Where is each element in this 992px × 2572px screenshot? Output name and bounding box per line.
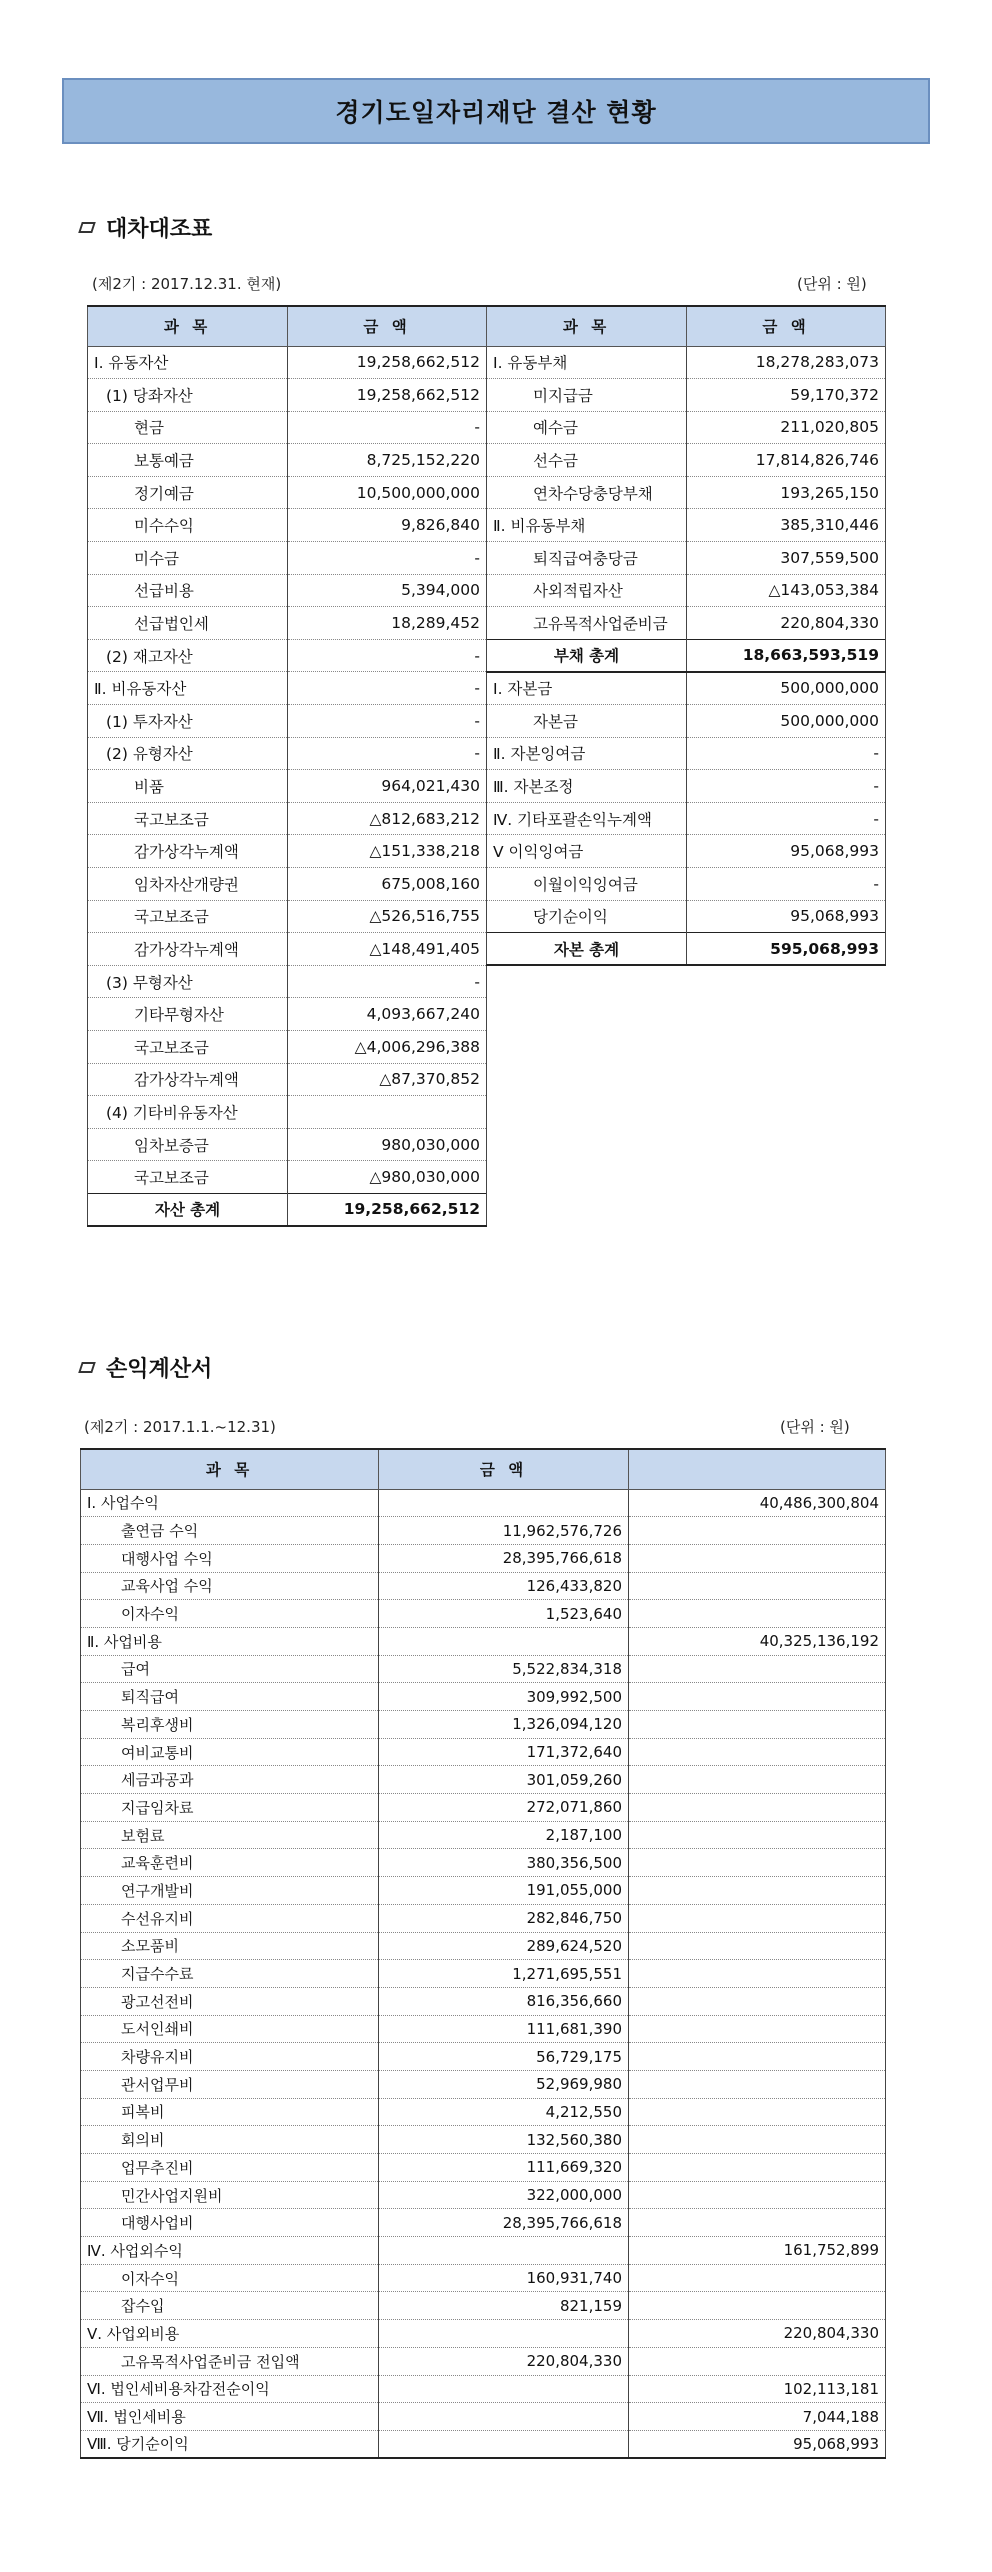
col-header-amount: 금 액 <box>687 306 886 346</box>
income-statement-row <box>81 2347 886 2375</box>
income-amount-detail-cell: 126,433,820 <box>379 1572 629 1600</box>
liability-amount-cell: - <box>687 868 886 901</box>
income-amount-total-cell <box>629 2209 886 2237</box>
asset-amount-cell: - <box>288 542 487 575</box>
balance-sheet-row <box>88 965 886 998</box>
income-subject-cell: 복리후생비 <box>81 1711 379 1739</box>
income-amount-detail-cell: 160,931,740 <box>379 2264 629 2292</box>
income-amount-total-cell <box>629 1711 886 1739</box>
liability-subject-cell: 고유목적사업준비금 <box>487 607 687 640</box>
balance-sheet-row <box>88 1161 886 1194</box>
income-statement-row <box>81 1738 886 1766</box>
asset-subject-cell: 비품 <box>88 770 288 803</box>
income-amount-total-cell <box>629 1877 886 1905</box>
asset-total-label: 자산 총계 <box>88 1193 288 1226</box>
empty-cell <box>687 965 886 998</box>
income-statement-row <box>81 2264 886 2292</box>
asset-amount-cell: - <box>288 672 487 705</box>
balance-sheet-row <box>88 639 886 672</box>
income-subject-cell: 잡수입 <box>81 2292 379 2320</box>
asset-subject-cell: Ⅰ. 유동자산 <box>88 346 288 379</box>
balance-sheet-row <box>88 770 886 803</box>
balance-sheet-row <box>88 705 886 738</box>
asset-amount-cell: 19,258,662,512 <box>288 379 487 412</box>
income-amount-total-cell <box>629 1904 886 1932</box>
asset-subject-cell: 현금 <box>88 411 288 444</box>
empty-cell <box>487 1161 687 1194</box>
income-amount-detail-cell: 220,804,330 <box>379 2347 629 2375</box>
income-statement-row <box>81 1600 886 1628</box>
asset-amount-cell: 675,008,160 <box>288 868 487 901</box>
asset-subject-cell: 미수금 <box>88 542 288 575</box>
asset-amount-cell: 9,826,840 <box>288 509 487 542</box>
income-statement-row <box>81 2430 886 2458</box>
income-amount-total-cell <box>629 2264 886 2292</box>
income-subject-cell: 세금과공과 <box>81 1766 379 1794</box>
liability-subject-cell: 퇴직급여충당금 <box>487 542 687 575</box>
balance-sheet-row <box>88 802 886 835</box>
balance-sheet-title: 대차대조표 <box>106 217 213 242</box>
balance-sheet-row <box>88 998 886 1031</box>
income-statement-row <box>81 1683 886 1711</box>
income-amount-detail-cell: 1,326,094,120 <box>379 1711 629 1739</box>
income-statement-row <box>81 1627 886 1655</box>
asset-subject-cell: 국고보조금 <box>88 802 288 835</box>
asset-amount-cell: - <box>288 737 487 770</box>
income-subject-cell: Ⅱ. 사업비용 <box>81 1627 379 1655</box>
income-amount-total-cell <box>629 1655 886 1683</box>
col-header-subject: 과 목 <box>81 1449 379 1489</box>
balance-sheet-row <box>88 379 886 412</box>
square-bullet-icon <box>78 222 96 233</box>
income-amount-total-cell: 102,113,181 <box>629 2375 886 2403</box>
asset-amount-cell: 964,021,430 <box>288 770 487 803</box>
income-amount-detail-cell: 322,000,000 <box>379 2181 629 2209</box>
asset-total-amount: 19,258,662,512 <box>288 1193 487 1226</box>
liability-amount-cell: 59,170,372 <box>687 379 886 412</box>
income-statement-header-row <box>81 1449 886 1489</box>
income-amount-detail-cell: 171,372,640 <box>379 1738 629 1766</box>
income-subject-cell: 여비교통비 <box>81 1738 379 1766</box>
income-subject-cell: 회의비 <box>81 2126 379 2154</box>
asset-amount-cell: 8,725,152,220 <box>288 444 487 477</box>
income-amount-total-cell <box>629 1600 886 1628</box>
income-subject-cell: 교육훈련비 <box>81 1849 379 1877</box>
empty-cell <box>687 1161 886 1194</box>
liability-amount-cell: 17,814,826,746 <box>687 444 886 477</box>
liability-subject-cell: Ⅰ. 유동부채 <box>487 346 687 379</box>
income-amount-detail-cell: 28,395,766,618 <box>379 2209 629 2237</box>
liability-amount-cell: 385,310,446 <box>687 509 886 542</box>
empty-cell <box>487 1128 687 1161</box>
income-statement-row <box>81 1794 886 1822</box>
income-amount-total-cell <box>629 2015 886 2043</box>
income-subject-cell: 교육사업 수익 <box>81 1572 379 1600</box>
income-statement-row <box>81 2209 886 2237</box>
asset-subject-cell: 보통예금 <box>88 444 288 477</box>
balance-sheet-header-row <box>88 306 886 346</box>
income-amount-detail-cell: 111,669,320 <box>379 2154 629 2182</box>
income-amount-detail-cell: 282,846,750 <box>379 1904 629 1932</box>
income-amount-total-cell <box>629 2347 886 2375</box>
income-amount-detail-cell: 380,356,500 <box>379 1849 629 1877</box>
balance-sheet-row <box>88 868 886 901</box>
income-amount-detail-cell: 821,159 <box>379 2292 629 2320</box>
liability-subject-cell: 사외적립자산 <box>487 574 687 607</box>
balance-sheet-row <box>88 542 886 575</box>
income-amount-total-cell <box>629 1987 886 2015</box>
income-amount-detail-cell <box>379 1489 629 1517</box>
asset-subject-cell: 감가상각누계액 <box>88 1063 288 1096</box>
balance-sheet-row <box>88 444 886 477</box>
asset-subject-cell: 국고보조금 <box>88 900 288 933</box>
liability-amount-cell: 211,020,805 <box>687 411 886 444</box>
income-subject-cell: 연구개발비 <box>81 1877 379 1905</box>
income-subject-cell: 보험료 <box>81 1821 379 1849</box>
income-statement-row <box>81 1821 886 1849</box>
income-amount-detail-cell: 816,356,660 <box>379 1987 629 2015</box>
income-amount-detail-cell: 52,969,980 <box>379 2070 629 2098</box>
balance-sheet-row <box>88 900 886 933</box>
income-amount-total-cell <box>629 1821 886 1849</box>
balance-sheet-row <box>88 672 886 705</box>
square-bullet-icon <box>78 1362 96 1373</box>
balance-sheet-row <box>88 476 886 509</box>
liability-amount-cell: 220,804,330 <box>687 607 886 640</box>
asset-amount-cell: 980,030,000 <box>288 1128 487 1161</box>
liability-amount-cell: 500,000,000 <box>687 705 886 738</box>
income-statement-row <box>81 2154 886 2182</box>
income-amount-detail-cell <box>379 2375 629 2403</box>
income-subject-cell: 차량유지비 <box>81 2043 379 2071</box>
asset-subject-cell: (2) 재고자산 <box>88 639 288 672</box>
income-statement-row <box>81 1517 886 1545</box>
income-subject-cell: 이자수익 <box>81 1600 379 1628</box>
asset-subject-cell: (4) 기타비유동자산 <box>88 1096 288 1129</box>
empty-cell <box>487 1096 687 1129</box>
income-amount-detail-cell: 5,522,834,318 <box>379 1655 629 1683</box>
asset-subject-cell: (2) 유형자산 <box>88 737 288 770</box>
income-amount-total-cell <box>629 1572 886 1600</box>
income-amount-total-cell <box>629 2070 886 2098</box>
liability-amount-cell: - <box>687 770 886 803</box>
income-subject-cell: 관서업무비 <box>81 2070 379 2098</box>
income-statement-row <box>81 2403 886 2431</box>
liability-amount-cell: 307,559,500 <box>687 542 886 575</box>
income-amount-total-cell <box>629 1849 886 1877</box>
income-statement-row <box>81 1711 886 1739</box>
asset-subject-cell: (1) 투자자산 <box>88 705 288 738</box>
liability-subject-cell: Ⅰ. 자본금 <box>487 672 687 705</box>
empty-cell <box>687 1096 886 1129</box>
empty-cell <box>687 1193 886 1226</box>
balance-sheet-row <box>88 835 886 868</box>
asset-subject-cell: 선급비용 <box>88 574 288 607</box>
asset-amount-cell: 10,500,000,000 <box>288 476 487 509</box>
balance-sheet-unit: (단위 : 원) <box>797 275 867 293</box>
asset-subject-cell: 감가상각누계액 <box>88 933 288 966</box>
liability-amount-cell: 18,278,283,073 <box>687 346 886 379</box>
empty-cell <box>687 998 886 1031</box>
income-amount-detail-cell: 2,187,100 <box>379 1821 629 1849</box>
liability-subject-cell: 당기순이익 <box>487 900 687 933</box>
asset-amount-cell <box>288 1096 487 1129</box>
income-subject-cell: 출연금 수익 <box>81 1517 379 1545</box>
asset-subject-cell: (1) 당좌자산 <box>88 379 288 412</box>
income-amount-total-cell: 161,752,899 <box>629 2237 886 2265</box>
income-subject-cell: Ⅶ. 법인세비용 <box>81 2403 379 2431</box>
income-amount-total-cell <box>629 2181 886 2209</box>
asset-amount-cell: 5,394,000 <box>288 574 487 607</box>
asset-amount-cell: 18,289,452 <box>288 607 487 640</box>
income-statement-row <box>81 1932 886 1960</box>
income-amount-detail-cell: 28,395,766,618 <box>379 1544 629 1572</box>
balance-sheet-table <box>87 305 886 1227</box>
income-amount-detail-cell: 132,560,380 <box>379 2126 629 2154</box>
income-statement-period: (제2기 : 2017.1.1.~12.31) <box>84 1418 276 1436</box>
asset-subject-cell: 미수수익 <box>88 509 288 542</box>
income-statement-row <box>81 2015 886 2043</box>
balance-sheet-row <box>88 411 886 444</box>
income-amount-detail-cell: 191,055,000 <box>379 1877 629 1905</box>
empty-cell <box>487 1063 687 1096</box>
liability-subject-cell: 선수금 <box>487 444 687 477</box>
liability-subject-cell: Ⅲ. 자본조정 <box>487 770 687 803</box>
income-amount-detail-cell: 309,992,500 <box>379 1683 629 1711</box>
income-statement-row <box>81 2043 886 2071</box>
liability-subject-cell: 이월이익잉여금 <box>487 868 687 901</box>
balance-sheet-row <box>88 346 886 379</box>
income-subject-cell: Ⅳ. 사업외수익 <box>81 2237 379 2265</box>
asset-subject-cell: 감가상각누계액 <box>88 835 288 868</box>
col-header-subject: 과 목 <box>88 306 288 346</box>
income-subject-cell: 업무추진비 <box>81 2154 379 2182</box>
asset-amount-cell: △151,338,218 <box>288 835 487 868</box>
income-amount-total-cell <box>629 1932 886 1960</box>
income-statement-row <box>81 1849 886 1877</box>
asset-subject-cell: (3) 무형자산 <box>88 965 288 998</box>
liability-amount-cell: 193,265,150 <box>687 476 886 509</box>
asset-subject-cell: 기타무형자산 <box>88 998 288 1031</box>
income-amount-detail-cell: 289,624,520 <box>379 1932 629 1960</box>
asset-subject-cell: 국고보조금 <box>88 1161 288 1194</box>
liability-subject-cell: Ⅱ. 비유동부채 <box>487 509 687 542</box>
income-subject-cell: 퇴직급여 <box>81 1683 379 1711</box>
income-amount-total-cell <box>629 1544 886 1572</box>
income-subject-cell: 대행사업비 <box>81 2209 379 2237</box>
balance-sheet-row <box>88 574 886 607</box>
income-amount-total-cell <box>629 1960 886 1988</box>
income-subject-cell: 피복비 <box>81 2098 379 2126</box>
income-amount-total-cell <box>629 1738 886 1766</box>
balance-sheet-row <box>88 1193 886 1226</box>
income-amount-detail-cell <box>379 1627 629 1655</box>
asset-amount-cell: - <box>288 411 487 444</box>
income-amount-detail-cell: 4,212,550 <box>379 2098 629 2126</box>
empty-cell <box>687 1063 886 1096</box>
income-subject-cell: 고유목적사업준비금 전입액 <box>81 2347 379 2375</box>
income-statement-row <box>81 1489 886 1517</box>
income-subject-cell: 소모품비 <box>81 1932 379 1960</box>
income-amount-detail-cell: 56,729,175 <box>379 2043 629 2071</box>
balance-sheet-row <box>88 607 886 640</box>
income-amount-total-cell <box>629 2292 886 2320</box>
empty-cell <box>487 1193 687 1226</box>
income-amount-detail-cell: 1,271,695,551 <box>379 1960 629 1988</box>
income-amount-total-cell <box>629 2098 886 2126</box>
asset-amount-cell: 4,093,667,240 <box>288 998 487 1031</box>
income-amount-total-cell: 95,068,993 <box>629 2430 886 2458</box>
asset-amount-cell: △526,516,755 <box>288 900 487 933</box>
income-amount-total-cell: 7,044,188 <box>629 2403 886 2431</box>
liability-amount-cell: △143,053,384 <box>687 574 886 607</box>
income-statement-row <box>81 1572 886 1600</box>
income-statement-row <box>81 1960 886 1988</box>
income-subject-cell: 이자수익 <box>81 2264 379 2292</box>
asset-amount-cell: △4,006,296,388 <box>288 1030 487 1063</box>
income-statement-row <box>81 1655 886 1683</box>
asset-subject-cell: 정기예금 <box>88 476 288 509</box>
liability-amount-cell: - <box>687 802 886 835</box>
balance-sheet-row <box>88 1030 886 1063</box>
liability-amount-cell: - <box>687 737 886 770</box>
balance-sheet-row <box>88 1128 886 1161</box>
income-amount-total-cell <box>629 2043 886 2071</box>
income-subject-cell: Ⅷ. 당기순이익 <box>81 2430 379 2458</box>
liability-subject-cell: Ⅴ 이익잉여금 <box>487 835 687 868</box>
income-subject-cell: 민간사업지원비 <box>81 2181 379 2209</box>
liability-subject-cell: 연차수당충당부채 <box>487 476 687 509</box>
income-amount-detail-cell: 111,681,390 <box>379 2015 629 2043</box>
income-amount-total-cell: 40,325,136,192 <box>629 1627 886 1655</box>
income-statement-row <box>81 1877 886 1905</box>
income-amount-total-cell <box>629 1517 886 1545</box>
income-statement-row <box>81 2375 886 2403</box>
income-amount-detail-cell <box>379 2430 629 2458</box>
empty-cell <box>487 1030 687 1063</box>
asset-amount-cell: △87,370,852 <box>288 1063 487 1096</box>
income-amount-detail-cell <box>379 2320 629 2348</box>
liability-amount-cell: 95,068,993 <box>687 900 886 933</box>
empty-cell <box>687 1030 886 1063</box>
income-amount-total-cell <box>629 1794 886 1822</box>
income-statement-row <box>81 1544 886 1572</box>
income-statement-heading <box>80 1352 212 1383</box>
income-amount-detail-cell: 1,523,640 <box>379 1600 629 1628</box>
income-amount-total-cell <box>629 2126 886 2154</box>
empty-cell <box>487 965 687 998</box>
asset-subject-cell: 국고보조금 <box>88 1030 288 1063</box>
liability-amount-cell: 500,000,000 <box>687 672 886 705</box>
income-amount-total-cell: 40,486,300,804 <box>629 1489 886 1517</box>
income-amount-detail-cell <box>379 2403 629 2431</box>
empty-cell <box>687 1128 886 1161</box>
balance-sheet-period: (제2기 : 2017.12.31. 현재) <box>92 275 282 293</box>
income-statement-row <box>81 2126 886 2154</box>
col-header-subject: 과 목 <box>487 306 687 346</box>
col-header-amount: 금 액 <box>288 306 487 346</box>
income-statement-row <box>81 1904 886 1932</box>
income-subject-cell: 도서인쇄비 <box>81 2015 379 2043</box>
income-subject-cell: 광고선전비 <box>81 1987 379 2015</box>
liability-amount-cell: 95,068,993 <box>687 835 886 868</box>
liability-subject-cell: 자본금 <box>487 705 687 738</box>
income-amount-total-cell <box>629 2154 886 2182</box>
empty-cell <box>487 998 687 1031</box>
col-header-blank <box>629 1449 886 1489</box>
page-title: 경기도일자리재단 결산 현황 <box>62 78 930 144</box>
income-amount-total-cell: 220,804,330 <box>629 2320 886 2348</box>
liability-total-label: 부채 총계 <box>487 639 687 672</box>
asset-amount-cell: - <box>288 965 487 998</box>
balance-sheet-row <box>88 933 886 966</box>
income-amount-detail-cell: 301,059,260 <box>379 1766 629 1794</box>
asset-amount-cell: △980,030,000 <box>288 1161 487 1194</box>
income-statement-table <box>80 1448 886 2459</box>
income-subject-cell: Ⅴ. 사업외비용 <box>81 2320 379 2348</box>
asset-amount-cell: - <box>288 705 487 738</box>
income-amount-detail-cell <box>379 2237 629 2265</box>
liability-total-label: 자본 총계 <box>487 933 687 966</box>
income-statement-row <box>81 2237 886 2265</box>
asset-subject-cell: 선급법인세 <box>88 607 288 640</box>
income-statement-row <box>81 2292 886 2320</box>
asset-amount-cell: 19,258,662,512 <box>288 346 487 379</box>
income-subject-cell: 지급수수료 <box>81 1960 379 1988</box>
income-statement-row <box>81 1987 886 2015</box>
income-statement-row <box>81 1766 886 1794</box>
liability-subject-cell: 예수금 <box>487 411 687 444</box>
asset-amount-cell: △812,683,212 <box>288 802 487 835</box>
col-header-amount: 금 액 <box>379 1449 629 1489</box>
income-statement-row <box>81 2098 886 2126</box>
income-amount-detail-cell: 272,071,860 <box>379 1794 629 1822</box>
asset-subject-cell: Ⅱ. 비유동자산 <box>88 672 288 705</box>
income-subject-cell: 대행사업 수익 <box>81 1544 379 1572</box>
income-subject-cell: 급여 <box>81 1655 379 1683</box>
income-amount-total-cell <box>629 1766 886 1794</box>
asset-amount-cell: △148,491,405 <box>288 933 487 966</box>
income-subject-cell: 지급임차료 <box>81 1794 379 1822</box>
income-statement-row <box>81 2181 886 2209</box>
liability-total-amount: 595,068,993 <box>687 933 886 966</box>
balance-sheet-row <box>88 737 886 770</box>
balance-sheet-row <box>88 1096 886 1129</box>
liability-subject-cell: 미지급금 <box>487 379 687 412</box>
income-subject-cell: Ⅰ. 사업수익 <box>81 1489 379 1517</box>
income-statement-title: 손익계산서 <box>106 1357 213 1382</box>
income-statement-row <box>81 2320 886 2348</box>
balance-sheet-heading <box>80 212 212 243</box>
balance-sheet-row <box>88 509 886 542</box>
liability-subject-cell: Ⅱ. 자본잉여금 <box>487 737 687 770</box>
balance-sheet-row <box>88 1063 886 1096</box>
asset-subject-cell: 임차보증금 <box>88 1128 288 1161</box>
liability-subject-cell: Ⅳ. 기타포괄손익누계액 <box>487 802 687 835</box>
income-amount-detail-cell: 11,962,576,726 <box>379 1517 629 1545</box>
income-amount-total-cell <box>629 1683 886 1711</box>
income-statement-unit: (단위 : 원) <box>780 1418 850 1436</box>
asset-subject-cell: 임차자산개량권 <box>88 868 288 901</box>
asset-amount-cell: - <box>288 639 487 672</box>
income-subject-cell: Ⅵ. 법인세비용차감전순이익 <box>81 2375 379 2403</box>
liability-total-amount: 18,663,593,519 <box>687 639 886 672</box>
income-subject-cell: 수선유지비 <box>81 1904 379 1932</box>
income-statement-row <box>81 2070 886 2098</box>
